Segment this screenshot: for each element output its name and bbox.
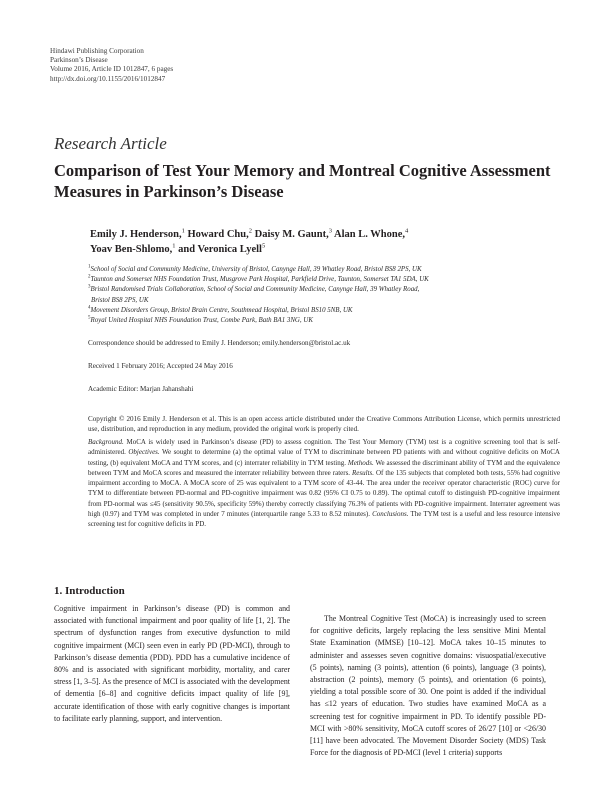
author: Yoav Ben-Shlomo,$^1$: [90, 242, 176, 255]
affiliation: $^5$Royal United Hospital NHS Foundation Trust, Combe Park, Bath BA1 3NG, UK: [88, 315, 313, 325]
correspondence: Correspondence should be addressed to Emily J. Henderson; emily.henderson@bristol.ac.uk: [88, 339, 351, 347]
volume-info: Volume 2016, Article ID 1012847, 6 pages: [50, 65, 174, 74]
abstract-label: Objectives.: [128, 448, 160, 457]
journal-header: [50, 47, 173, 84]
copyright-notice: Copyright © 2016 Emily J. Henderson et al. This is an open access article distributed under the Creative Commons Attribution License, which permits unrestricted use, distribution, and reproduction in any medium, provided the original work is properly cited.: [88, 415, 560, 434]
abstract-label: Results.: [352, 468, 375, 477]
publisher: Hindawi Publishing Corporation: [50, 47, 144, 55]
author: Alan L. Whone,$^4$: [334, 227, 409, 240]
academic-editor: Academic Editor: Marjan Jahanshahi: [88, 385, 194, 393]
affiliation: $^3$Bristol Randomised Trials Collaboration, School of Social and Community Medicine, Canynge Hall, 39 Whatley Road,: [88, 285, 420, 294]
author: Daisy M. Gaunt,$^3$: [254, 227, 332, 240]
affiliations: [88, 265, 568, 326]
body-column-right: [310, 613, 546, 759]
body-column-left: [54, 603, 290, 725]
affiliation: Bristol BS8 2PS, UK: [91, 296, 149, 304]
article-type: Research Article: [54, 134, 167, 153]
section-heading-introduction: 1. Introduction: [54, 585, 125, 597]
author-list: [90, 227, 560, 257]
received-accepted-dates: Received 1 February 2016; Accepted 24 May 2016: [88, 362, 233, 370]
journal-name: Parkinson’s Disease: [50, 56, 108, 65]
affiliation: $^1$School of Social and Community Medicine, University of Bristol, Canynge Hall, 39 Whatley Road, Bristol BS8 2PS, UK: [88, 264, 422, 273]
paragraph: Cognitive impairment in Parkinson’s disease (PD) is common and associated with functional impairment and poor quality of life [1, 2]. The spectrum of dysfunction ranges from executive dysfunction to mild cognitive impairment (MCI) seen even in early PD (PD-MCI), through to Parkinson’s disease dementia (PDD). PDD has a cumulative incidence of 80% and is associated with significant morbidity, mortality, and carer stress [1, 3–5]. As the presence of MCI is associated with the development of dementia [6–8] and cognitive deficits impact quality of life [9], accurate identification of those with early cognitive changes is important to facilitate early planning, support, and intervention.: [54, 604, 290, 723]
author: Howard Chu,$^2$: [187, 227, 252, 240]
abstract-label: Methods.: [347, 458, 374, 467]
article-title: Comparison of Test Your Memory and Montreal Cognitive Assessment Measures in Parkinson’s Disease: [54, 161, 551, 201]
author: Emily J. Henderson,$^1$: [90, 227, 185, 240]
affiliation: $^2$Taunton and Somerset NHS Foundation Trust, Musgrove Park Hospital, Parkfield Drive, Taunton, Somerset TA1 5DA, UK: [88, 274, 429, 284]
affiliation: $^4$Movement Disorders Group, Bristol Brain Centre, Southmead Hospital, Bristol BS10 5NB, UK: [88, 305, 353, 314]
paragraph: The Montreal Cognitive Test (MoCA) is increasingly used to screen for cognitive deficits, largely replacing the less sensitive Mini Mental State Examination (MMSE) [10–12]. MoCA takes 10–15 minutes to administer and assesses seven cognitive domains: visuospatial/executive (5 points), naming (3 points), attention (6 points), language (3 points), abstraction (2 points), memory (5 points), and orientation (6 points), yielding a total possible score of 30. One point is added if the individual has ≤12 years of education. Two studies have examined MoCA as a screening test for cognitive impairment in PD. To identify possible PD-MCI with >80% sensitivity, MoCA cutoff scores of 26/27 [10] or <26/30 [11] have been advocated. The Movement Disorder Society (MDS) Task Force for the diagnosis of PD-MCI (level 1 criteria) supports: [310, 614, 546, 758]
abstract: Background. MoCA is widely used in Parkinson’s disease (PD) to assess cognition. The Test Your Memory (TYM) test is a cognitive screening tool that is self-administered. Objectives. We sought to determine (a) the optimal value of TYM to discriminate between PD patients with and without cognitive deficits on MoCA testing, (b) equivalent MoCA and TYM scores, and (c) interrater reliability in TYM testing. Methods. We assessed the discriminant ability of TYM and the equivalence between TYM and MoCA scores and measured the interrater reliability between three raters. Results. Of the 135 subjects that completed both tests, 55% had cognitive impairment according to MoCA. A MoCA score of 25 was equivalent to a TYM score of 43-44. The area under the receiver operator characteristic (ROC) curve for TYM to differentiate between PD-normal and PD-cognitive impairment was 0.82 (95% CI 0.75 to 0.89). The optimal cutoff to distinguish PD-cognitive impairment from PD-normal was ≤45 (sensitivity 90.5%, specificity 59%) thereby correctly classifying 76.3% of patients with PD-cognitive impairment. Interrater agreement was high (0.97) and TYM was completed in under 7 minutes (interquartile range 5.33 to 8.52 minutes). Conclusions. The TYM test is a useful and less resource intensive screening test for cognitive deficits in PD.: [88, 438, 560, 529]
abstract-label: Background.: [88, 438, 124, 446]
doi-link[interactable]: http://dx.doi.org/10.1155/2016/1012847: [50, 74, 166, 83]
abstract-label: Conclusions.: [372, 510, 409, 519]
author: and Veronica Lyell$^5$: [178, 242, 266, 255]
